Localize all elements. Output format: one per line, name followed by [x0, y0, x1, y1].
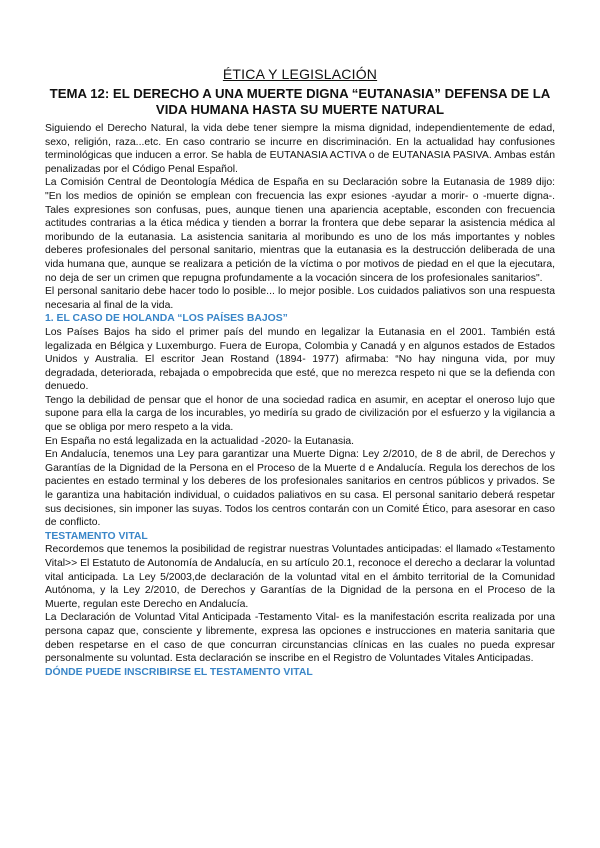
- section-heading-donde-inscribirse: DÓNDE PUEDE INSCRIBIRSE EL TESTAMENTO VITAL: [45, 666, 313, 678]
- section-heading-holanda: 1. EL CASO DE HOLANDA “LOS PAÍSES BAJOS”: [45, 313, 288, 325]
- course-title: ÉTICA Y LEGISLACIÓN: [222, 66, 378, 82]
- testamento-paragraph-1: Recordemos que tenemos la posibilidad de registrar nuestras Voluntades anticipadas: el llamado «Testamento Vital>> El Estatuto de Autonomía de Andalucía, en su artículo 20.1, reconoce el derecho a declarar la voluntad vital anticipada. La Ley 5/2003,de declaración de la voluntad vital en el ámbito territorial de la Comunidad Autónoma, y la Ley 2/2010, de Derechos y Garantías de la Dignidad de la persona en el Proceso de la Muerte, regulan este Derecho en Andalucía.: [45, 544, 555, 610]
- testamento-paragraph-2: La Declaración de Voluntad Vital Anticipada -Testamento Vital- es la manifestación escrita realizada por una persona capaz que, consciente y libremente, expresa las opciones e instrucciones en materia sanitaria que deben respetarse en el caso de que concurran circunstancias clínicas en las cuales no pueda expresar personalmente su voluntad. Esta declaración se inscribe en el Registro de Voluntades Vitales Anticipadas.: [45, 612, 555, 665]
- intro-paragraph-2: La Comisión Central de Deontología Médica de España en su Declaración sobre la Eutanasia de 1989 dijo: "En los medios de opinión se emplean con frecuencia las expr esiones -ayudar a morir- o -muerte digna-. Tales expresiones son confusas, pues, aunque tienen una apariencia aceptable, esconden con frecuencia actitudes contrarias a la ética médica y tienden a borrar la frontera que debe separar la asistencia médica al moribundo de la eutanasia. La asistencia sanitaria al moribundo es uno de los más importantes y nobles deberes profesionales del personal sanitario, mientras que la eutanasia es la destrucción deliberada de una vida humana que, aunque se realizara a petición de la víctima o por motivos de piedad en el que la ejecutara, no deja de ser un crimen que repugna profundamente a la vocación sincera de los profesionales sanitarios".: [45, 177, 555, 284]
- holanda-paragraph-4: En Andalucía, tenemos una Ley para garantizar una Muerte Digna: Ley 2/2010, de 8 de abril, de Derechos y Garantías de la Dignidad de la Persona en el Proceso de la Muerte d e Andalucía. Regula los derechos de los pacientes en estado terminal y los deberes de los profesionales sanitarios en centros públicos y privados. Se le garantiza una habitación individual, o cuidados paliativos en su casa. El personal sanitario deberá respetar sus decisiones, sin imponer las suyas. Todos los centros contarán con un Comité Ético, para asesorar en caso de conflicto.: [45, 449, 555, 529]
- holanda-paragraph-2: Tengo la debilidad de pensar que el honor de una sociedad radica en asumir, en aceptar el oneroso lujo que supone para ella la carga de los incurables, yo mediría su grado de civilización por el esfuerzo y la vigilancia a que se obliga por mero respeto a la vida.: [45, 394, 555, 434]
- section-heading-testamento-vital: TESTAMENTO VITAL: [45, 530, 148, 542]
- holanda-paragraph-3: En España no está legalizada en la actualidad -2020- la Eutanasia.: [45, 435, 355, 447]
- intro-paragraph-3: El personal sanitario debe hacer todo lo posible... lo mejor posible. Los cuidados paliativos son una respuesta necesaria al final de la vida.: [45, 286, 555, 311]
- unit-title: TEMA 12: EL DERECHO A UNA MUERTE DIGNA “EUTANASIA” DEFENSA DE LA VIDA HUMANA HASTA SU MUERTE NATURAL: [49, 86, 551, 117]
- holanda-paragraph-1: Los Países Bajos ha sido el primer país del mundo en legalizar la Eutanasia en el 2001. También está legalizada en Bélgica y Luxemburgo. Fuera de Europa, Colombia y Canadá y en algunos estados de Estados Unidos y Australia. El escritor Jean Rostand (1894- 1977) afirmaba: “No hay ninguna vida, por muy degradada, deteriorada, rebajada o empobrecida que esté, que no merezca respeto ni que se la defienda con denuedo.: [45, 326, 555, 393]
- intro-paragraph-1: Siguiendo el Derecho Natural, la vida debe tener siempre la misma dignidad, independientemente de edad, sexo, religión, raza...etc. En caso contrario se incurre en discriminación. En la actualidad hay confusiones terminológicas que inducen a error. Se habla de EUTANASIA ACTIVA o de EUTANASIA PASIVA. Ambas están penalizadas por el Código Penal Español.: [45, 123, 555, 175]
